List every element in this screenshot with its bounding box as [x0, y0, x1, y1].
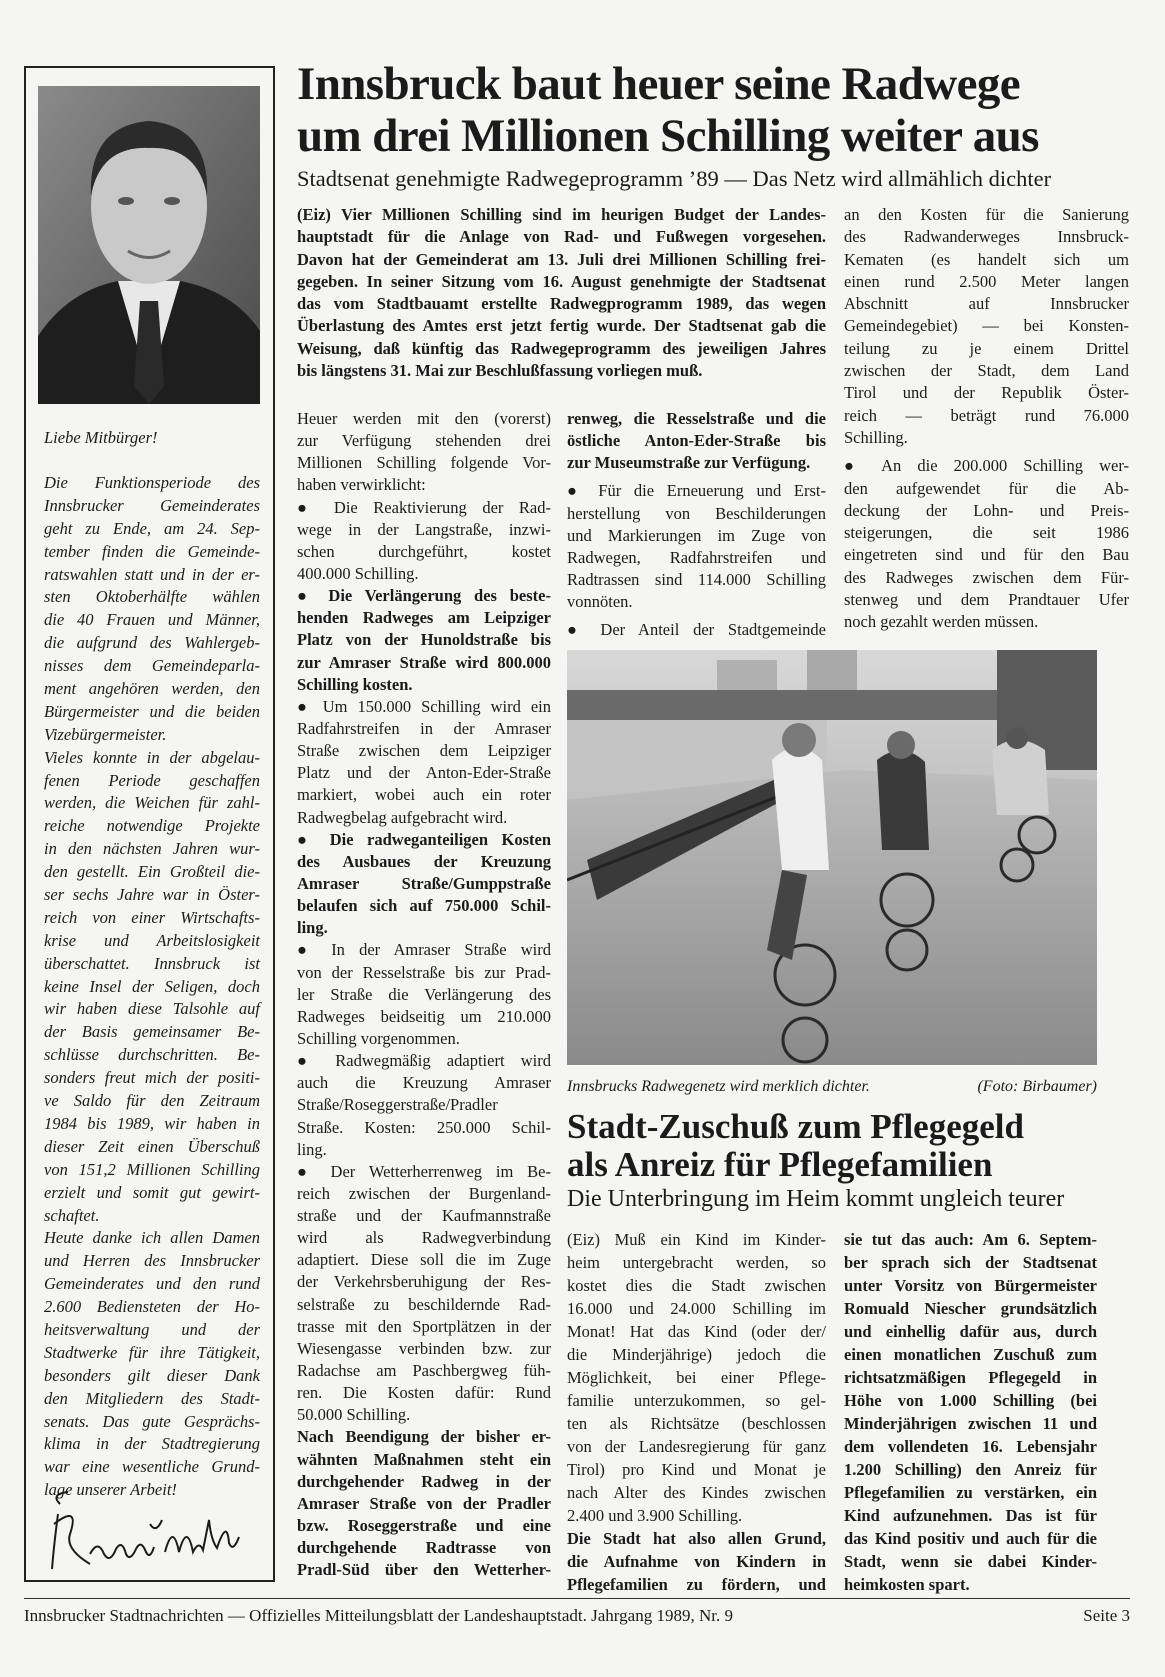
- text-line: zur Verfügung stehenden drei: [297, 431, 551, 451]
- text-line: keine Insel der Seligen, doch: [44, 976, 260, 996]
- text-line: renweg, die Resselstraße und die: [567, 409, 826, 428]
- text-line: sten Oktoberhälfte wählen: [44, 587, 260, 607]
- text-line: Minderjährigen zwischen 11 und: [844, 1414, 1097, 1433]
- text-line: 50.000 Schilling.: [297, 1405, 411, 1425]
- cyclists-photo: [567, 650, 1097, 1065]
- text-line: einen monatlichen Zuschuß zum: [844, 1345, 1097, 1364]
- text-line: Pflegefamilien zu verstärken, ein: [844, 1483, 1097, 1502]
- text-line: Pradl-Süd über den Wetterher-: [297, 1560, 551, 1580]
- paragraph: [567, 480, 826, 613]
- text-line: Kematen (es handelt sich um: [844, 249, 1129, 269]
- text-line: und Markierungen im Zuge von: [567, 525, 826, 545]
- text-line: ber sprach sich der Stadtsenat: [844, 1253, 1097, 1272]
- text-line: Straße zwischen dem Leipziger: [297, 741, 551, 761]
- text-line: straße und der Kaufmannstraße: [297, 1206, 551, 1226]
- mayor-letter-text: [44, 472, 260, 1502]
- text-line: herstellung von Beschilderungen: [567, 503, 826, 523]
- text-line: auch die Kreuzung Amraser: [297, 1073, 551, 1093]
- text-line: Heute danke ich allen Damen: [44, 1228, 260, 1248]
- text-line: Kind aufzunehmen. Das ist für: [844, 1506, 1097, 1525]
- text-line: die aufgrund des Wahlergeb-: [44, 633, 260, 653]
- text-line: heim untergebracht werden, so: [567, 1253, 826, 1272]
- text-line: vonnöten.: [567, 592, 633, 612]
- text-line: ling.: [297, 1139, 327, 1159]
- text-line: Abschnitt auf Innsbrucker: [844, 294, 1129, 314]
- paragraph: [297, 939, 551, 1050]
- text-line: durchgehende Radtrasse von: [297, 1538, 551, 1558]
- text-line: bzw. Roseggerstraße und eine: [297, 1516, 551, 1536]
- text-line: krise und Arbeitslosigkeit: [44, 930, 260, 950]
- text-line: ● Der Wetterherrenweg im Be-: [297, 1161, 551, 1181]
- text-line: an den Kosten für die Sanierung: [844, 205, 1129, 224]
- mayor-signature: [40, 1484, 260, 1576]
- text-line: Die Stadt hat also allen Grund,: [567, 1529, 826, 1548]
- text-line: schen durchgeführt, kostet: [297, 541, 551, 561]
- paragraph: [297, 1050, 551, 1161]
- text-line: Amraser Straße von der Pradler: [297, 1493, 551, 1513]
- page-number: Seite 3: [1083, 1606, 1130, 1625]
- text-line: Höhe von 1.000 Schilling (bei: [844, 1391, 1097, 1410]
- text-line: Vizebürgermeister.: [44, 724, 167, 744]
- paragraph: [844, 204, 1129, 449]
- text-line: heimkosten spart.: [844, 1575, 970, 1594]
- text-line: markiert, wobei auch ein roter: [297, 785, 551, 805]
- paragraph: [297, 1426, 551, 1581]
- text-line: 16.000 und 24.000 Schilling im: [567, 1299, 826, 1318]
- text-line: ● Die Verlängerung des beste-: [297, 586, 551, 606]
- text-line: ● Für die Erneuerung und Erst-: [567, 481, 826, 501]
- paragraph: [297, 696, 551, 829]
- text-line: von der Resselstraße bis zur Prad-: [297, 962, 551, 982]
- text-line: steigerungen, die seit 1986: [844, 523, 1129, 543]
- text-line: den gestellt. Ein Großteil die-: [44, 862, 260, 882]
- text-line: kostet dies die Stadt zwischen: [567, 1276, 826, 1295]
- text-line: unter Vorsitz von Bürgermeister: [844, 1276, 1097, 1295]
- paragraph: [297, 408, 551, 497]
- text-line: noch gezahlt werden müssen.: [844, 612, 1039, 632]
- headline-line: als Anreiz für Pflegefamilien: [567, 1145, 993, 1184]
- text-line: Gemeinderates und den rund: [44, 1274, 260, 1294]
- photo-caption: [567, 1078, 1097, 1096]
- text-line: Straße. Kosten: 250.000 Schil-: [297, 1117, 551, 1137]
- text-line: adaptiert. Diese soll die im Zuge: [297, 1250, 551, 1270]
- text-line: Tirol und der Republik Öster-: [844, 383, 1129, 403]
- text-line: gegeben. In seiner Sitzung vom 16. August genehmigte der Stadtsenat: [297, 271, 826, 291]
- paragraph: [297, 1161, 551, 1427]
- letter-salutation: Liebe Mitbürger!: [44, 428, 158, 447]
- text-line: schlüsse durchschritten. Be-: [44, 1045, 260, 1065]
- text-line: werden, die Weichen für zahl-: [44, 793, 260, 813]
- text-line: Wiesengasse verbinden bzw. zur: [297, 1338, 551, 1358]
- article2-column-2: [844, 1228, 1097, 1596]
- paragraph: [567, 1228, 826, 1527]
- text-line: ve Saldo für den Zeitraum: [44, 1091, 260, 1111]
- text-line: reich — beträgt rund 76.000: [844, 405, 1129, 425]
- text-line: familie unterzukommen, so gel-: [567, 1391, 826, 1410]
- publication-info: Innsbrucker Stadtnachrichten — Offizielles Mitteilungsblatt der Landeshauptstadt. Jahrgang 1989, Nr. 9: [24, 1606, 733, 1625]
- text-line: ment angehören werden, den: [44, 679, 260, 699]
- text-line: haben verwirklicht:: [297, 475, 426, 495]
- text-line: den aufgewendet für die Ab-: [844, 478, 1129, 498]
- text-line: des Radwanderweges Innsbruck-: [844, 227, 1129, 247]
- text-line: Davon hat der Gemeinderat am 13. Juli drei Millionen Schilling frei-: [297, 249, 826, 269]
- text-line: ● An die 200.000 Schilling wer-: [844, 456, 1129, 476]
- text-line: Schilling.: [844, 427, 908, 447]
- text-line: ser sechs Jahre war in Öster-: [44, 885, 260, 905]
- text-line: Gemeindegebiet) — bei Konsten-: [844, 316, 1129, 336]
- text-line: das vom Stadtbauamt erstellte Radwegprogramm 1989, das wegen: [297, 294, 826, 314]
- text-line: sie tut das auch: Am 6. Septem-: [844, 1230, 1097, 1249]
- text-line: Radfahrstreifen in der Amraser: [297, 718, 551, 738]
- text-line: Millionen Schilling folgende Vor-: [297, 453, 551, 473]
- text-line: von der Landesregierung für ganz: [567, 1437, 826, 1456]
- text-line: teilung zu je einem Drittel: [844, 338, 1129, 358]
- text-line: Bürgermeister und die beiden: [44, 701, 260, 721]
- text-line: tember finden die Gemeinde-: [44, 541, 260, 561]
- text-line: ● Die Reaktivierung der Rad-: [297, 497, 551, 517]
- text-line: dieser Zeit einen Überschuß: [44, 1136, 260, 1156]
- text-line: Radweges beidseitig um 210.000: [297, 1006, 551, 1026]
- text-line: ten als Richtsätze (beschlossen: [567, 1414, 826, 1433]
- paragraph: [844, 1228, 1097, 1596]
- paragraph: [567, 1527, 826, 1596]
- article-intro: [297, 204, 826, 382]
- text-line: Radwegbelag aufgebracht wird.: [297, 807, 508, 827]
- text-line: Weisung, daß künftig das Radwegeprogramm des jeweiligen Jahres: [297, 338, 826, 358]
- text-line: (Eiz) Vier Millionen Schilling sind im heurigen Budget der Landes-: [297, 205, 826, 224]
- text-line: ling.: [297, 918, 328, 938]
- text-line: senats. Das gute Gesprächs-: [44, 1411, 260, 1431]
- article-column-1: [297, 408, 551, 1581]
- text-line: Überlastung des Amtes erst jetzt fertig wurde. Der Stadtsenat gab die: [297, 316, 826, 336]
- paragraph: [297, 585, 551, 696]
- text-line: Stadt, wenn sie dabei Kinder-: [844, 1552, 1097, 1571]
- text-line: Nach Beendigung der bisher er-: [297, 1427, 551, 1447]
- paragraph: [297, 829, 551, 940]
- text-line: Schilling vorgenommen.: [297, 1028, 460, 1048]
- text-line: des Ausbaues der Kreuzung: [297, 851, 551, 871]
- text-line: fenen Periode geschaffen: [44, 770, 260, 790]
- text-line: ler Straße die Verlängerung des: [297, 984, 551, 1004]
- text-line: nach Alter des Kindes zwischen: [567, 1483, 826, 1502]
- article2-subtitle: Die Unterbringung im Heim kommt ungleich teurer: [567, 1186, 1065, 1212]
- text-line: Die Funktionsperiode des: [44, 473, 260, 492]
- text-line: und Herren des Innsbrucker: [44, 1251, 260, 1271]
- text-line: trasse mit den Sportplätzen in der: [297, 1316, 551, 1336]
- text-line: Platz und der Anton-Eder-Straße: [297, 763, 551, 783]
- text-line: belaufen sich auf 750.000 Schil-: [297, 896, 551, 916]
- text-line: die Aufnahme von Kindern in: [567, 1552, 826, 1571]
- text-line: in den nächsten Jahren wur-: [44, 839, 260, 859]
- text-line: zwischen der Stadt, dem Land: [844, 361, 1129, 381]
- text-line: deckung der Lohn- und Preis-: [844, 500, 1129, 520]
- text-line: wird als Radwegverbindung: [297, 1228, 551, 1248]
- text-line: reich von einer Wirtschafts-: [44, 907, 260, 927]
- text-line: zur Museumstraße zur Verfügung.: [567, 453, 811, 473]
- text-line: ren. Die Kosten dafür: Rund: [297, 1383, 551, 1403]
- text-line: geht zu Ende, am 24. Sep-: [44, 518, 260, 538]
- text-line: reiche notwendige Projekte: [44, 816, 260, 836]
- text-line: zur Amraser Straße wird 800.000: [297, 652, 551, 672]
- text-line: wir haben diese Talsohle auf: [44, 999, 260, 1019]
- text-line: ratswahlen statt und in der er-: [44, 564, 260, 584]
- text-line: Möglichkeit, bei einer Pflege-: [567, 1368, 826, 1387]
- headline-line: Stadt-Zuschuß zum Pflegegeld: [567, 1107, 1024, 1146]
- text-line: Monat! Hat das Kind (oder der/: [567, 1322, 826, 1341]
- paragraph: [297, 497, 551, 586]
- text-line: und einhellig dafür aus, durch: [844, 1322, 1097, 1341]
- text-line: nisses dem Gemeindeparla-: [44, 656, 260, 676]
- text-line: bis längstens 31. Mai zur Beschlußfassung vorliegen muß.: [297, 361, 703, 381]
- article-headline: [297, 58, 1039, 162]
- headline-line: Innsbruck baut heuer seine Radwege: [297, 58, 1020, 110]
- text-line: ● Um 150.000 Schilling wird ein: [297, 696, 551, 716]
- text-line: war eine wesentliche Grund-: [44, 1457, 260, 1477]
- text-line: wähnten Maßnahmen steht ein: [297, 1449, 551, 1469]
- text-line: den Mitgliedern des Stadt-: [44, 1388, 260, 1408]
- text-line: Schilling kosten.: [297, 674, 413, 694]
- text-line: ● In der Amraser Straße wird: [297, 940, 551, 960]
- article2-column-1: [567, 1228, 826, 1596]
- text-line: selstraße zu beschildernde Rad-: [297, 1294, 551, 1314]
- text-line: erzielt und somit gut gewirt-: [44, 1182, 260, 1202]
- text-line: ● Der Anteil der Stadtgemeinde: [567, 620, 826, 640]
- text-line: wege in der Langstraße, inzwi-: [297, 519, 551, 539]
- paragraph: [567, 619, 826, 641]
- text-line: des Radweges zwischen dem Für-: [844, 567, 1129, 587]
- text-line: die Minderjährige) jedoch die: [567, 1345, 826, 1364]
- text-line: Romuald Niescher grundsätzlich: [844, 1299, 1097, 1318]
- article-column-3: [844, 204, 1129, 634]
- text-line: von 151,2 Millionen Schilling: [44, 1159, 260, 1179]
- article-column-2: [567, 408, 826, 641]
- text-line: der Basis gemeinsamer Be-: [44, 1022, 260, 1042]
- text-line: der Verkehrsberuhigung der Res-: [297, 1272, 551, 1292]
- paragraph: [297, 204, 826, 382]
- text-line: Radwegen, Radfahrstreifen und: [567, 547, 826, 567]
- text-line: einen rund 2.500 Meter langen: [844, 271, 1129, 291]
- text-line: Straße/Roseggerstraße/Pradler: [297, 1095, 498, 1115]
- text-line: reich zwischen der Burgenland-: [297, 1183, 551, 1203]
- footer-divider: [24, 1598, 1130, 1599]
- text-line: richtsatzmäßigen Pflegegeld in: [844, 1368, 1097, 1387]
- text-line: Innsbrucker Gemeinderates: [44, 495, 260, 515]
- text-line: Vieles konnte in der abgelau-: [44, 747, 260, 767]
- paragraph: [844, 455, 1129, 633]
- text-line: durchgehender Radweg in der: [297, 1471, 551, 1491]
- text-line: klima in der Stadtregierung: [44, 1434, 260, 1454]
- article2-headline: [567, 1108, 1024, 1184]
- page-footer: [24, 1606, 1130, 1626]
- text-line: ● Radwegmäßig adaptiert wird: [297, 1051, 551, 1071]
- paragraph: [44, 472, 260, 747]
- text-line: stenweg und dem Prandtauer Ufer: [844, 590, 1129, 610]
- text-line: Platz von der Hunoldstraße bis: [297, 630, 551, 650]
- text-line: überschattet. Innsbruck ist: [44, 953, 260, 973]
- text-line: Amraser Straße/Gumppstraße: [297, 873, 551, 893]
- text-line: eingetreten sind und für den Bau: [844, 545, 1129, 565]
- text-line: östliche Anton-Eder-Straße bis: [567, 431, 826, 451]
- text-line: die 40 Frauen und Männer,: [44, 610, 260, 630]
- text-line: henden Radweges am Leipziger: [297, 608, 551, 628]
- text-line: 400.000 Schilling.: [297, 563, 419, 583]
- photo-caption-text: Innsbrucks Radwegenetz wird merklich dichter.: [567, 1078, 870, 1095]
- text-line: Tirol) pro Kind und Monat je: [567, 1460, 826, 1479]
- mayor-portrait-photo: [38, 86, 260, 404]
- paragraph: [567, 408, 826, 474]
- text-line: Pflegefamilien zu fördern, und: [567, 1575, 826, 1594]
- text-line: schaftet.: [44, 1205, 100, 1225]
- paragraph: [44, 747, 260, 1228]
- text-line: dem vollendeten 16. Lebensjahr: [844, 1437, 1097, 1456]
- text-line: sonders freut mich der positi-: [44, 1068, 260, 1088]
- text-line: ● Die radweganteiligen Kosten: [297, 829, 551, 849]
- photo-credit: (Foto: Birbaumer): [977, 1078, 1097, 1095]
- text-line: 2.600 Bediensteten der Ho-: [44, 1297, 260, 1317]
- text-line: 1.200 Schilling) den Anreiz für: [844, 1460, 1097, 1479]
- text-line: das Kind positiv und auch für die: [844, 1529, 1097, 1548]
- article-subtitle: Stadtsenat genehmigte Radwegeprogramm ’89 — Das Netz wird allmählich dichter: [297, 166, 1052, 191]
- text-line: Radachse am Paschbergweg füh-: [297, 1361, 551, 1381]
- text-line: Stadtwerke für ihre Tätigkeit,: [44, 1342, 260, 1362]
- text-line: 2.400 und 3.900 Schilling.: [567, 1506, 743, 1525]
- text-line: 1984 bis 1989, wir haben in: [44, 1113, 260, 1133]
- text-line: (Eiz) Muß ein Kind im Kinder-: [567, 1230, 826, 1249]
- headline-line: um drei Millionen Schilling weiter aus: [297, 110, 1039, 162]
- text-line: Heuer werden mit den (vorerst): [297, 409, 551, 428]
- paragraph: [44, 1227, 260, 1502]
- text-line: Radtrassen sind 114.000 Schilling: [567, 569, 826, 589]
- text-line: lage unserer Arbeit!: [44, 1480, 177, 1500]
- text-line: heitsverwaltung und der: [44, 1319, 260, 1339]
- text-line: besonders gilt dieser Dank: [44, 1365, 260, 1385]
- text-line: hauptstadt für die Anlage von Rad- und Fußwegen vorgesehen.: [297, 227, 826, 247]
